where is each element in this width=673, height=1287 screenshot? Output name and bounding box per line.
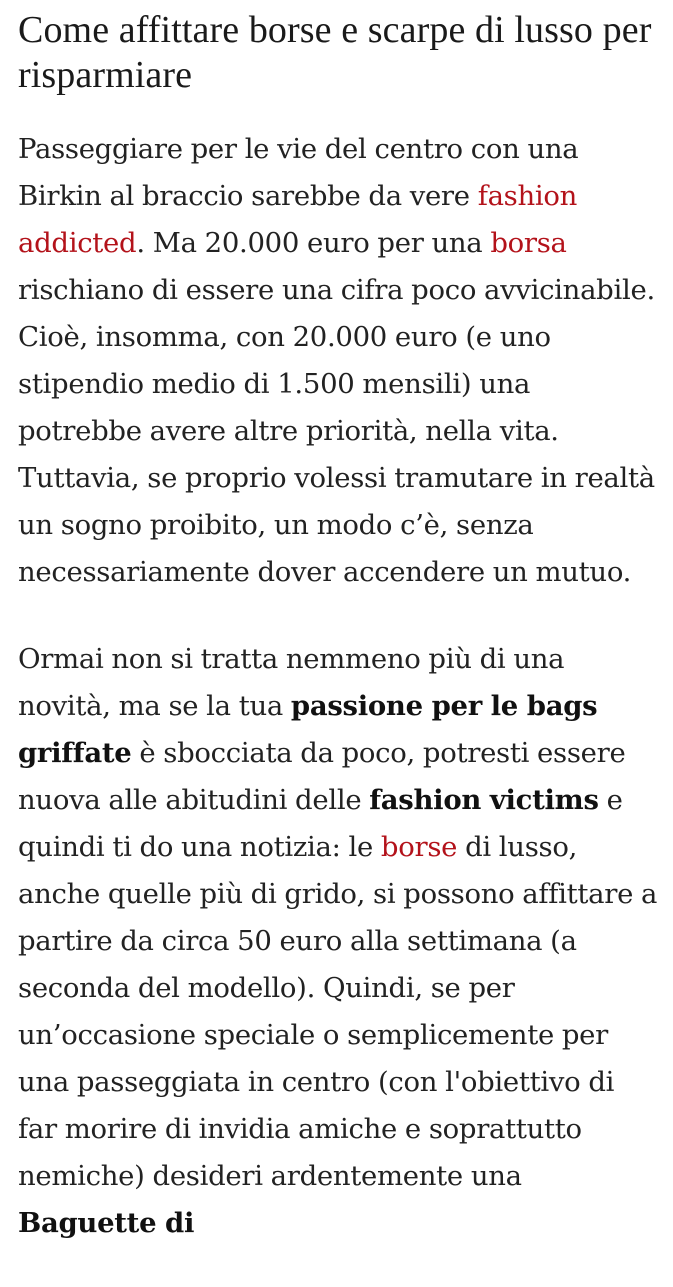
link-borsa[interactable]: borsa (490, 227, 567, 259)
link-fashion-addicted[interactable]: fashion addicted (18, 180, 578, 259)
paragraph-text: e quindi ti do una notizia: le (18, 784, 623, 863)
paragraph-text: Passeggiare per le vie del centro con una Birkin al braccio sarebbe da vere (18, 133, 579, 212)
bold-text-fashion-victims: fashion victims (369, 784, 599, 816)
bold-text-baguette: Baguette di (18, 1207, 195, 1239)
paragraph-text: Ormai non si tratta nemmeno più di una novità, ma se la tua (18, 643, 565, 722)
link-borse[interactable]: borse (380, 831, 458, 863)
bold-text-passione: passione per le bags griffate (18, 690, 598, 769)
paragraph-text: di lusso, anche quelle più di grido, si possono affittare a partire da circa 50 euro alla settimana (a seconda del modello). Quindi, se per un’occasione speciale o semplicemente per una passeggiata in centro (con l'obiettivo di far morire di invidia amiche e soprattutto nemiche) desideri ardentemente una (18, 831, 658, 1192)
paragraph-body (18, 636, 658, 1247)
paragraph-text: è sbocciata da poco, potresti essere nuova alle abitudini delle (18, 737, 626, 816)
article (18, 8, 658, 1287)
paragraph-text: . Ma 20.000 euro per una (136, 227, 491, 259)
article-title: Come affittare borse e scarpe di lusso per risparmiare (18, 9, 652, 96)
paragraph-intro (18, 126, 658, 596)
paragraph-text: rischiano di essere una cifra poco avvicinabile. Cioè, insomma, con 20.000 euro (e uno stipendio medio di 1.500 mensili) una potrebbe avere altre priorità, nella vita. Tuttavia, se proprio volessi tramutare in realtà un sogno proibito, un modo c’è, senza necessariamente dover accendere un mutuo. (18, 274, 655, 588)
